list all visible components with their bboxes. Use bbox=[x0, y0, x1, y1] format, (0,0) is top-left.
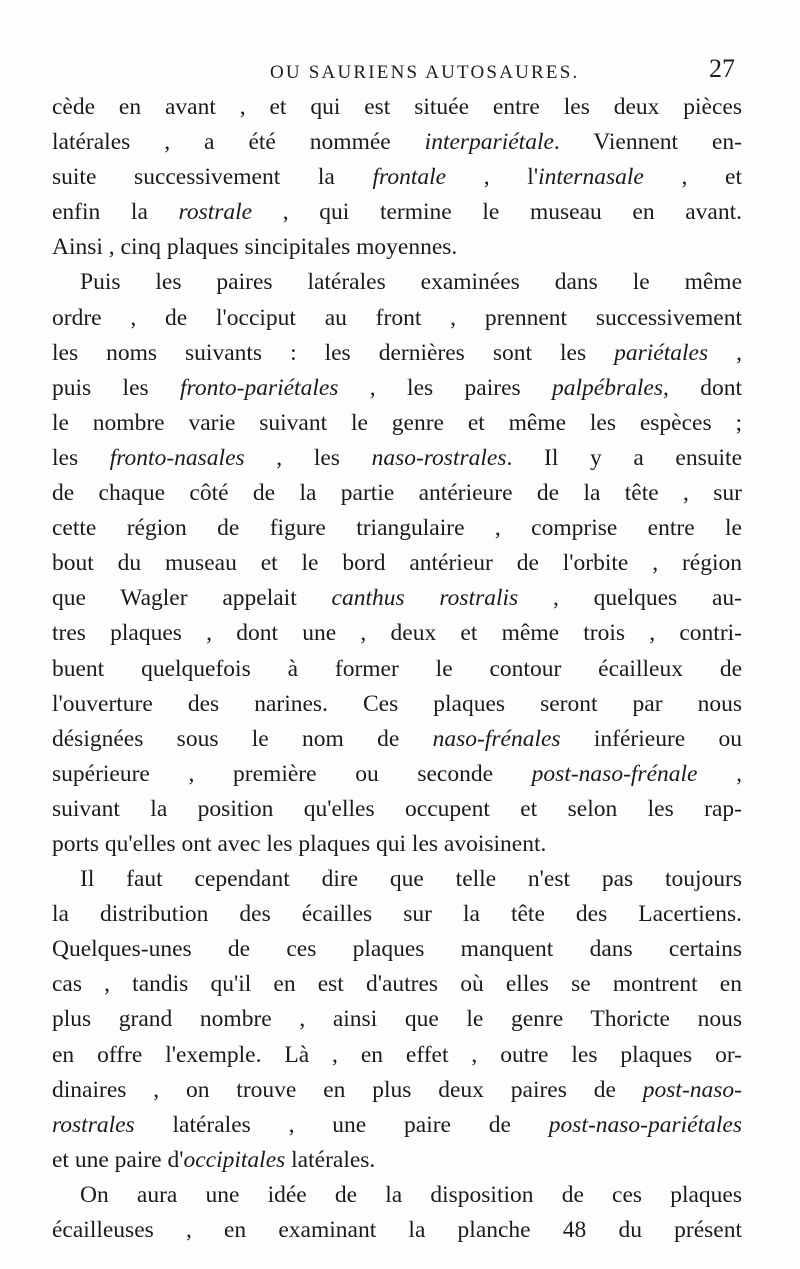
text-segment: , les paires bbox=[338, 374, 553, 401]
italic-term: post-naso-pariétales bbox=[548, 1111, 742, 1138]
text-segment: Quelques-unes de ces plaques manquent dans certains bbox=[52, 936, 742, 963]
text-segment: cette région de figure triangulaire , comprise entre le bbox=[52, 515, 742, 542]
italic-term: occipitales bbox=[183, 1146, 286, 1173]
text-line bbox=[52, 441, 742, 476]
text-segment: Puis les paires latérales examinées dans le même bbox=[80, 269, 742, 296]
text-line bbox=[52, 1073, 742, 1108]
italic-term: pariétales bbox=[614, 339, 709, 366]
text-segment: , les bbox=[244, 444, 372, 471]
text-segment: Il faut cependant dire que telle n'est pas toujours bbox=[80, 866, 742, 893]
text-segment: les bbox=[52, 444, 110, 471]
italic-term: post-naso- bbox=[642, 1076, 742, 1103]
text-line bbox=[52, 862, 742, 897]
text-segment: , bbox=[697, 760, 742, 787]
text-segment: enfin la bbox=[52, 199, 179, 226]
text-line bbox=[52, 476, 742, 511]
text-segment: , qui termine le museau en avant. bbox=[252, 199, 742, 226]
text-segment: ordre , de l'occiput au front , prennent successivement bbox=[52, 304, 742, 331]
text-segment: buent quelquefois à former le contour écailleux de bbox=[52, 655, 742, 682]
text-segment: suite successivement la bbox=[52, 164, 373, 191]
text-line bbox=[52, 125, 742, 160]
text-segment: , bbox=[708, 339, 743, 366]
italic-term: naso-frénales bbox=[432, 725, 561, 752]
text-line bbox=[52, 897, 742, 932]
text-segment: puis les bbox=[52, 374, 181, 401]
text-segment: que Wagler appelait bbox=[52, 585, 332, 612]
text-line bbox=[52, 1038, 742, 1073]
running-title: OU SAURIENS AUTOSAURES. bbox=[270, 62, 580, 83]
text-line bbox=[52, 230, 742, 265]
italic-term: fronto-pariétales bbox=[180, 374, 339, 401]
text-segment: supérieure , première ou seconde bbox=[52, 760, 532, 787]
italic-term: fronto-nasales bbox=[109, 444, 245, 471]
italic-term: frontale bbox=[372, 164, 447, 191]
text-segment: de chaque côté de la partie antérieure de la tête , sur bbox=[52, 480, 742, 507]
text-segment: cas , tandis qu'il en est d'autres où elles se montrent en bbox=[52, 971, 742, 998]
text-line bbox=[52, 336, 742, 371]
running-header bbox=[55, 50, 735, 90]
italic-term: palpébrales bbox=[552, 374, 663, 401]
text-line bbox=[52, 827, 742, 862]
italic-term: rostrales bbox=[52, 1111, 135, 1138]
italic-term: naso-rostrales bbox=[371, 444, 507, 471]
text-line bbox=[52, 1108, 742, 1143]
text-segment: dinaires , on trouve en plus deux paires de bbox=[52, 1076, 643, 1103]
text-segment: . Viennent en- bbox=[553, 129, 742, 156]
text-segment: , et bbox=[643, 164, 742, 191]
text-segment: le nombre varie suivant le genre et même les espèces ; bbox=[52, 409, 742, 436]
text-segment: latérales , une paire de bbox=[134, 1111, 549, 1138]
text-segment: bout du museau et le bord antérieur de l'orbite , région bbox=[52, 550, 742, 577]
text-segment: Ainsi , cinq plaques sincipitales moyennes. bbox=[52, 234, 458, 261]
text-line bbox=[52, 687, 742, 722]
italic-term: canthus rostralis bbox=[331, 585, 519, 612]
text-segment: , quelques au- bbox=[518, 585, 742, 612]
text-line bbox=[52, 1002, 742, 1037]
text-segment: plus grand nombre , ainsi que le genre Thoricte nous bbox=[52, 1006, 742, 1033]
text-line bbox=[52, 967, 742, 1002]
text-segment: les noms suivants : les dernières sont les bbox=[52, 339, 615, 366]
text-line bbox=[52, 90, 742, 125]
text-segment: écailleuses , en examinant la planche 48 du présent bbox=[52, 1217, 742, 1243]
text-segment: latérales , a été nommée bbox=[52, 129, 425, 156]
text-segment: l'ouverture des narines. Ces plaques seront par nous bbox=[52, 690, 742, 717]
italic-term: rostrale bbox=[178, 199, 253, 226]
italic-term: post-naso-frénale bbox=[531, 760, 698, 787]
italic-term: internasale bbox=[538, 164, 644, 191]
text-line bbox=[52, 265, 742, 300]
text-line bbox=[52, 371, 742, 406]
body-text bbox=[52, 90, 742, 1248]
text-segment: et une paire d' bbox=[52, 1146, 184, 1173]
text-line bbox=[52, 160, 742, 195]
text-line bbox=[52, 511, 742, 546]
text-segment: , l' bbox=[446, 164, 539, 191]
text-line bbox=[52, 301, 742, 336]
text-line bbox=[52, 757, 742, 792]
text-line bbox=[52, 932, 742, 967]
text-line bbox=[52, 581, 742, 616]
text-segment: la distribution des écailles sur la tête des Lacertiens. bbox=[52, 901, 742, 928]
text-line bbox=[52, 195, 742, 230]
text-segment: désignées sous le nom de bbox=[52, 725, 433, 752]
text-line bbox=[52, 1178, 742, 1213]
text-segment: cède en avant , et qui est située entre les deux pièces bbox=[52, 94, 742, 120]
text-segment: inférieure ou bbox=[560, 725, 743, 752]
text-line bbox=[52, 616, 742, 651]
page-number: 27 bbox=[709, 54, 735, 83]
text-line bbox=[52, 652, 742, 687]
text-line bbox=[52, 406, 742, 441]
text-segment: suivant la position qu'elles occupent et selon les rap- bbox=[52, 795, 742, 822]
text-segment: , dont bbox=[662, 374, 743, 401]
text-segment: ports qu'elles ont avec les plaques qui les avoisinent. bbox=[52, 830, 547, 857]
italic-term: interpariétale bbox=[424, 129, 554, 156]
text-segment: tres plaques , dont une , deux et même trois , contri- bbox=[52, 620, 742, 647]
text-line bbox=[52, 1143, 742, 1178]
text-segment: . Il y a ensuite bbox=[506, 444, 742, 471]
text-line bbox=[52, 546, 742, 581]
text-line bbox=[52, 1213, 742, 1248]
text-segment: en offre l'exemple. Là , en effet , outre les plaques or- bbox=[52, 1041, 742, 1068]
text-segment: latérales. bbox=[285, 1146, 376, 1173]
text-line bbox=[52, 792, 742, 827]
text-line bbox=[52, 722, 742, 757]
text-segment: On aura une idée de la disposition de ces plaques bbox=[80, 1181, 742, 1208]
